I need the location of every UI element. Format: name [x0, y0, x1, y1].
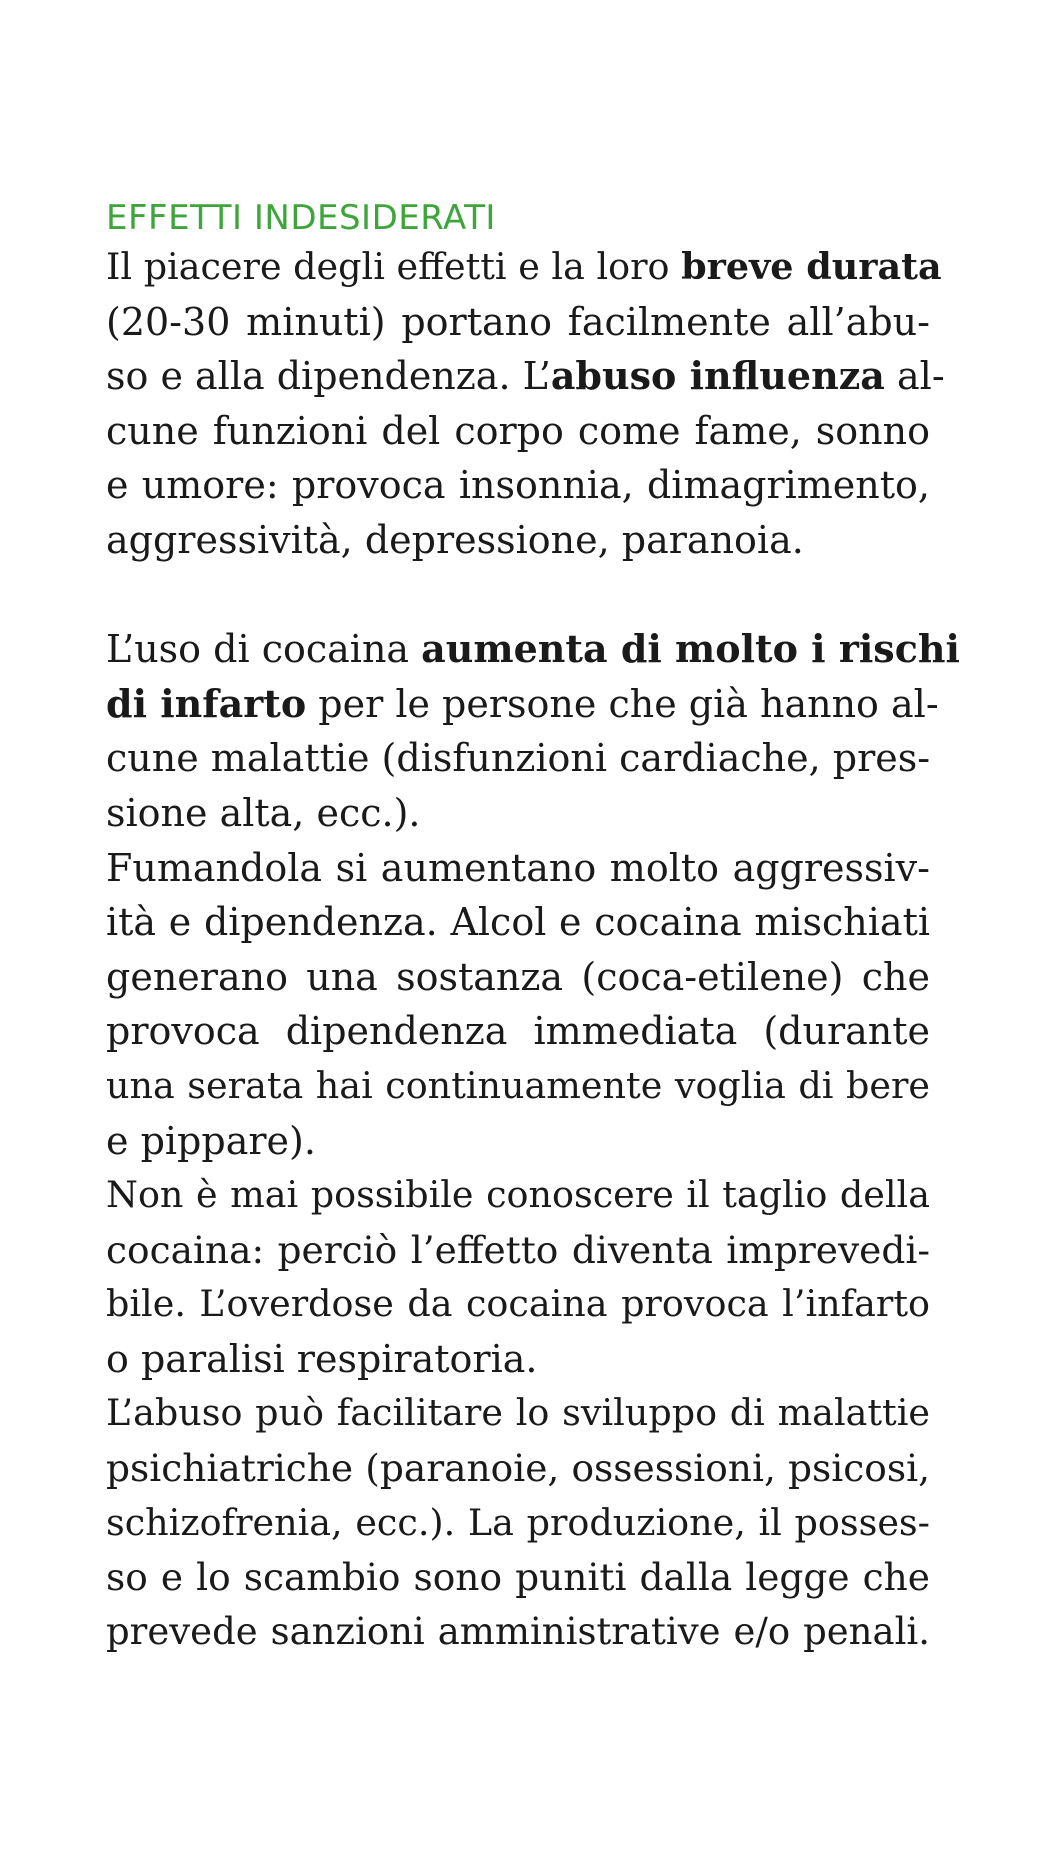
text-line: provoca dipendenza immediata (durante [106, 1009, 930, 1054]
section-heading: EFFETTI INDESIDERATI [106, 198, 496, 238]
paragraph-heart-risk [106, 622, 960, 840]
text-line: sione alta, ecc.). [106, 790, 421, 835]
text-span: so e alla dipendenza. L’ [106, 354, 551, 399]
text-line: so e lo scambio sono puniti dalla legge che [106, 1555, 930, 1600]
paragraph-overdose [106, 1168, 930, 1386]
text-line: ità e dipendenza. Alcol e cocaina mischiati [106, 900, 930, 945]
text-line [106, 677, 939, 732]
paragraph-gap [106, 568, 930, 623]
text-line [106, 349, 945, 404]
text-span: per le persone che già hanno al- [306, 681, 939, 726]
text-line [106, 622, 960, 677]
bold-text: breve durata [681, 245, 942, 288]
text-line: una serata hai continuamente voglia di bere [106, 1063, 930, 1107]
bold-text: di infarto [106, 680, 307, 726]
bold-text: aumenta di molto i rischi [421, 626, 960, 672]
paragraph-psychiatric [106, 1386, 930, 1659]
text-span: L’uso di cocaina [106, 627, 422, 672]
text-line: e pippare). [106, 1118, 316, 1163]
text-span: Il piacere degli effetti e la loro [106, 245, 682, 288]
text-line: L’abuso può facilitare lo sviluppo di malattie [106, 1391, 930, 1435]
text-line: (20-30 minuti) portano facilmente all’abu- [106, 299, 930, 344]
text-line: o paralisi respiratoria. [106, 1336, 538, 1381]
bold-text: abuso influenza [550, 353, 885, 399]
text-line: bile. L’overdose da cocaina provoca l’infarto [106, 1282, 930, 1326]
text-line: cune funzioni del corpo come fame, sonno [106, 408, 930, 453]
text-line: psichiatriche (paranoie, ossessioni, psicosi, [106, 1446, 930, 1491]
text-span: al- [884, 354, 945, 399]
text-line: Fumandola si aumentano molto aggressiv- [106, 845, 930, 890]
text-line: schizofrenia, ecc.). La produzione, il posses- [106, 1500, 930, 1544]
text-line: aggressività, depressione, paranoia. [106, 517, 804, 562]
text-line [106, 240, 942, 295]
text-line: e umore: provoca insonnia, dimagrimento, [106, 463, 930, 508]
text-line: Non è mai possibile conoscere il taglio della [106, 1173, 930, 1217]
paragraph-side-effects [106, 240, 945, 568]
text-line: prevede sanzioni amministrative e/o penali. [106, 1609, 930, 1653]
text-line: cune malattie (disfunzioni cardiache, pres- [106, 736, 931, 781]
text-line: cocaina: perciò l’effetto diventa imprevedi- [106, 1227, 930, 1272]
text-line: generano una sostanza (coca-etilene) che [106, 954, 930, 999]
document-body [106, 196, 960, 1659]
paragraph-smoking [106, 841, 930, 1169]
